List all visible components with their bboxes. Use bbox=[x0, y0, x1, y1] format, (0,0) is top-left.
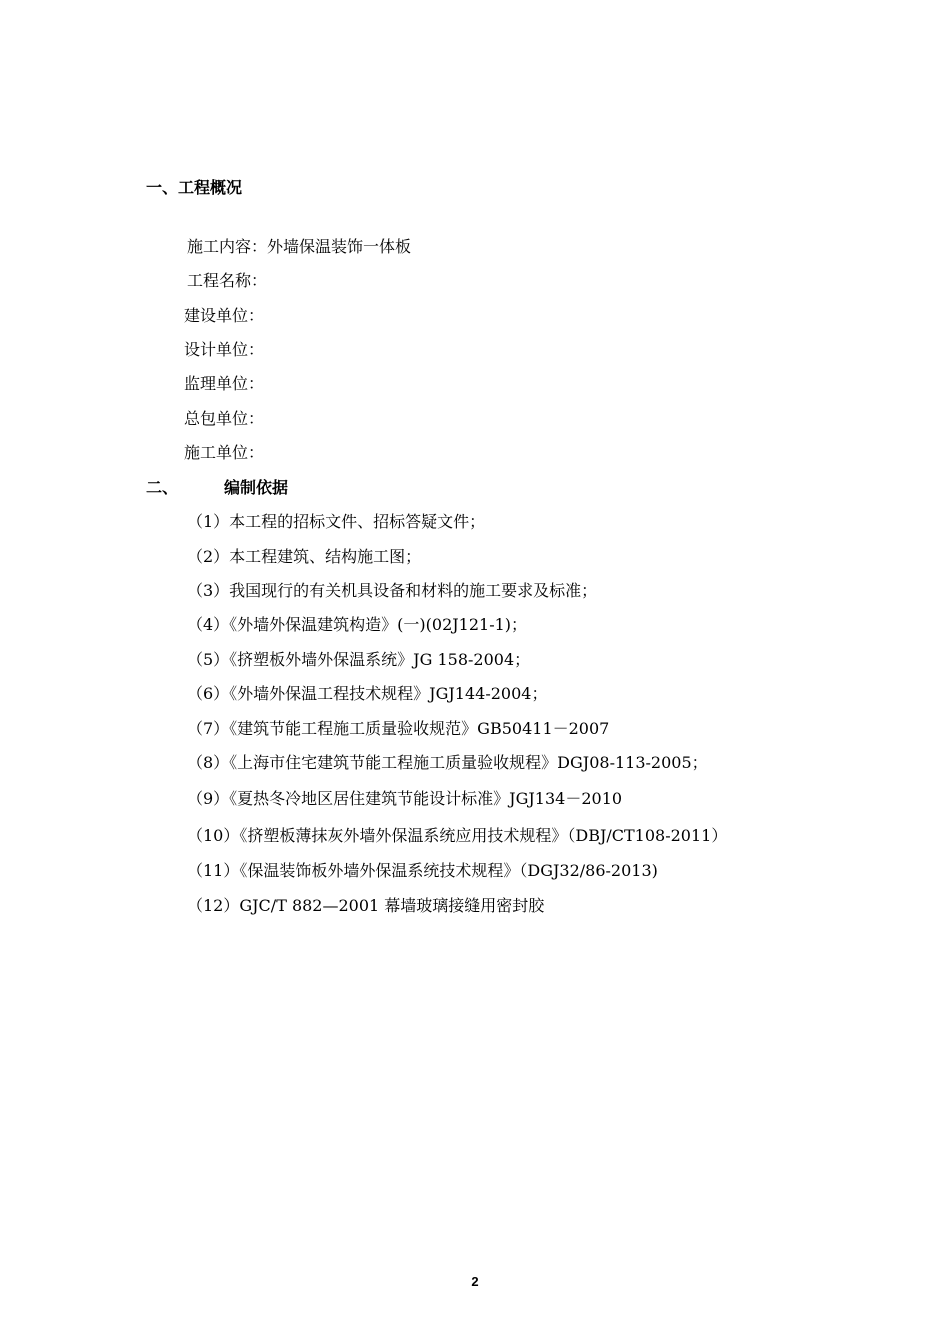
section-2-heading bbox=[146, 478, 288, 498]
basis-item-3: （3）我国现行的有关机具设备和材料的施工要求及标准； bbox=[187, 581, 598, 600]
basis-item-6: （6）《外墙外保温工程技术规程》JGJ144-2004； bbox=[187, 684, 548, 703]
basis-item-5: （5）《挤塑板外墙外保温系统》JG 158-2004； bbox=[187, 650, 531, 669]
project-item-general-contractor: 总包单位： bbox=[184, 409, 265, 428]
basis-item-12: （12）GJC/T 882—2001 幕墙玻璃接缝用密封胶 bbox=[187, 896, 545, 915]
basis-item-7: （7）《建筑节能工程施工质量验收规范》GB50411－2007 bbox=[187, 719, 610, 738]
basis-item-8: （8）《上海市住宅建筑节能工程施工质量验收规程》DGJ08-113-2005； bbox=[187, 753, 708, 772]
page-number: 2 bbox=[471, 1274, 479, 1289]
basis-item-1: （1）本工程的招标文件、招标答疑文件； bbox=[187, 512, 486, 531]
basis-item-9: （9）《夏热冬冷地区居住建筑节能设计标准》JGJ134－2010 bbox=[187, 789, 623, 808]
project-item-constructor: 施工单位： bbox=[184, 443, 265, 462]
project-item-name: 工程名称： bbox=[187, 271, 268, 290]
project-item-owner: 建设单位： bbox=[184, 306, 265, 325]
basis-item-4: （4）《外墙外保温建筑构造》(一)(02J121-1)； bbox=[187, 615, 528, 634]
basis-item-11: （11）《保温装饰板外墙外保温系统技术规程》（DGJ32/86-2013) bbox=[187, 861, 658, 880]
basis-item-10: （10）《挤塑板薄抹灰外墙外保温系统应用技术规程》（DBJ/CT108-2011） bbox=[187, 826, 728, 845]
section-2-title: 编制依据 bbox=[224, 478, 289, 497]
project-item-designer: 设计单位： bbox=[184, 340, 265, 359]
basis-item-2: （2）本工程建筑、结构施工图； bbox=[187, 547, 422, 566]
project-item-supervisor: 监理单位： bbox=[184, 374, 265, 393]
section-2-number: 二、 bbox=[146, 478, 179, 497]
project-item-content: 施工内容：外墙保温装饰一体板 bbox=[187, 237, 412, 256]
section-1-heading: 一、工程概况 bbox=[146, 178, 243, 197]
